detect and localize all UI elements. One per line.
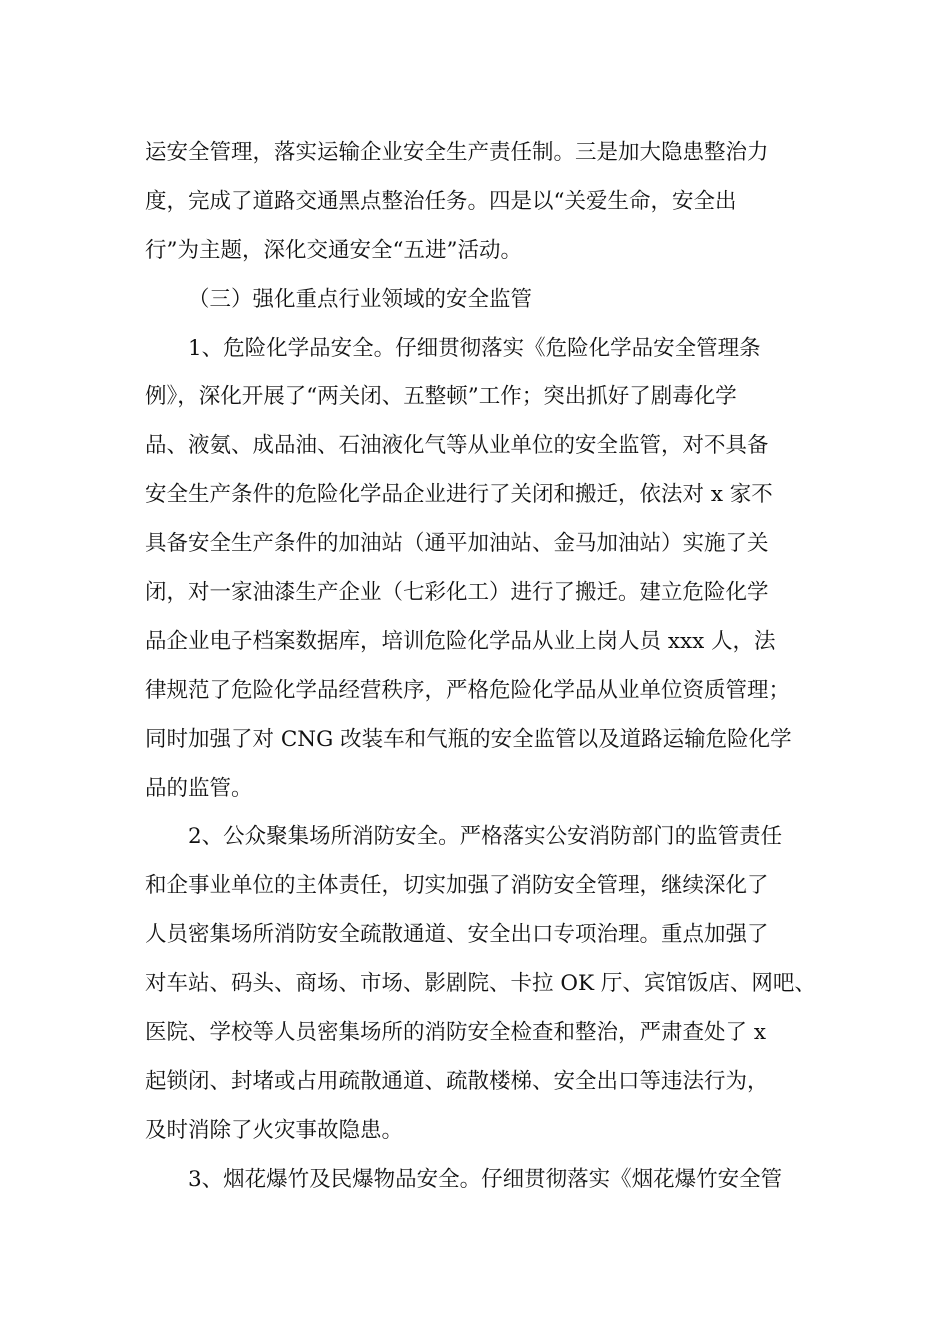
text-line: 起锁闭、封堵或占用疏散通道、疏散楼梯、安全出口等违法行为， (145, 1068, 769, 1094)
text-line: 医院、学校等人员密集场所的消防安全检查和整治，严肃查处了 x (145, 1020, 766, 1046)
text-line: 行”为主题，深化交通安全“五进”活动。 (145, 237, 522, 263)
text-line: 和企事业单位的主体责任，切实加强了消防安全管理，继续深化了 (145, 873, 769, 899)
text-line: 度，完成了道路交通黑点整治任务。四是以“关爱生命，安全出 (145, 188, 737, 214)
text-line: 品、液氨、成品油、石油液化气等从业单位的安全监管，对不具备 (145, 433, 769, 459)
text-line: 例》，深化开展了“两关闭、五整顿”工作；突出抓好了剧毒化学 (145, 384, 737, 410)
body-text (145, 129, 825, 1205)
text-line: 律规范了危险化学品经营秩序，严格危险化学品从业单位资质管理； (145, 677, 791, 703)
text-line: 运安全管理，落实运输企业安全生产责任制。三是加大隐患整治力 (145, 140, 769, 165)
text-line: 闭，对一家油漆生产企业（七彩化工）进行了搬迁。建立危险化学 (145, 580, 769, 606)
text-line: 及时消除了火灾事故隐患。 (145, 1117, 404, 1143)
text-line: 3、烟花爆竹及民爆物品安全。仔细贯彻落实《烟花爆竹安全管 (188, 1166, 783, 1192)
text-line: 安全生产条件的危险化学品企业进行了关闭和搬迁，依法对 x 家不 (145, 482, 773, 508)
text-line: 品企业电子档案数据库，培训危险化学品从业上岗人员 xxx 人，法 (145, 628, 776, 654)
section-heading: （三）强化重点行业领域的安全监管 (188, 286, 533, 312)
text-line: 2、公众聚集场所消防安全。严格落实公安消防部门的监管责任 (188, 824, 783, 850)
text-line: 具备安全生产条件的加油站（通平加油站、金马加油站）实施了关 (145, 531, 769, 557)
text-line: 同时加强了对 CNG 改装车和气瓶的安全监管以及道路运输危险化学 (145, 726, 792, 752)
text-line: 对车站、码头、商场、市场、影剧院、卡拉 OK 厅、宾馆饭店、网吧、 (145, 971, 816, 997)
text-line: 人员密集场所消防安全疏散通道、安全出口专项治理。重点加强了 (145, 922, 769, 948)
text-line: 品的监管。 (145, 775, 253, 801)
text-line: 1、危险化学品安全。仔细贯彻落实《危险化学品安全管理条 (188, 335, 761, 361)
